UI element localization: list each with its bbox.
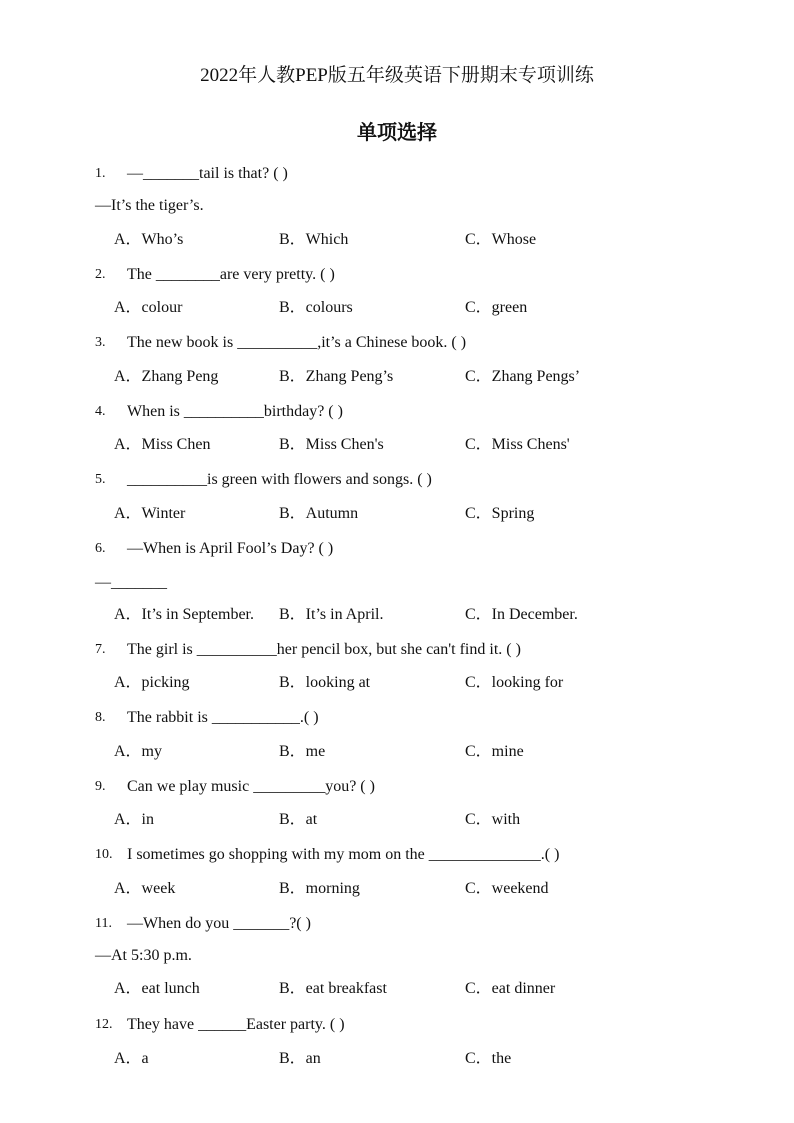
option-a: A．week [114,880,176,897]
option-b: B．colours [279,299,353,316]
question-number: 1. [95,166,106,181]
option-c: C．weekend [465,880,549,897]
option-c: C．green [465,299,528,316]
option-c: C．In December. [465,606,578,623]
option-c: C．Zhang Pengs’ [465,368,581,385]
option-a: A．It’s in September. [114,606,254,623]
option-a: A．picking [114,674,190,691]
document-title: 2022年人教PEP版五年级英语下册期末专项训练 [200,65,594,86]
question-reply: —_______ [95,574,167,591]
option-c: C．Miss Chens' [465,436,570,453]
section-title: 单项选择 [357,120,437,144]
question-number: 12. [95,1017,113,1032]
question-stem: __________is green with flowers and songs. ( ) [127,471,432,488]
option-b: B．Zhang Peng’s [279,368,394,385]
question-number: 3. [95,335,106,350]
question-stem: —When is April Fool’s Day? ( ) [127,540,334,557]
question-stem: Can we play music _________you? ( ) [127,778,375,795]
option-b: B．Which [279,231,349,248]
question-number: 7. [95,642,106,657]
option-a: A．a [114,1050,149,1067]
question-number: 9. [95,779,106,794]
option-a: A．eat lunch [114,980,200,997]
option-c: C．looking for [465,674,564,691]
question-stem: The ________are very pretty. ( ) [127,266,335,283]
question-stem: When is __________birthday? ( ) [127,403,343,420]
question-number: 5. [95,472,106,487]
option-b: B．Autumn [279,505,359,522]
option-a: A．colour [114,299,183,316]
option-b: B．an [279,1050,321,1067]
question-stem: They have ______Easter party. ( ) [127,1016,345,1033]
question-stem: The new book is __________,it’s a Chinese book. ( ) [127,334,467,351]
question-stem: I sometimes go shopping with my mom on the ______________.( ) [127,846,560,863]
question-stem: —_______tail is that? ( ) [127,165,288,182]
option-b: B．me [279,743,326,760]
option-a: A．Zhang Peng [114,368,219,385]
question-number: 8. [95,710,106,725]
option-b: B．at [279,811,318,828]
option-c: C．Spring [465,505,535,522]
question-stem: —When do you _______?( ) [127,915,311,932]
question-number: 2. [95,267,106,282]
question-reply: —At 5:30 p.m. [95,947,192,964]
option-a: A．Winter [114,505,186,522]
option-c: C．eat dinner [465,980,556,997]
question-number: 11. [95,916,112,931]
option-a: A．Miss Chen [114,436,211,453]
option-c: C．with [465,811,521,828]
question-reply: —It’s the tiger’s. [95,197,204,214]
option-b: B．morning [279,880,360,897]
option-a: A．in [114,811,155,828]
option-c: C．Whose [465,231,537,248]
option-c: C．the [465,1050,512,1067]
option-b: B．It’s in April. [279,606,384,623]
option-b: B．eat breakfast [279,980,387,997]
option-c: C．mine [465,743,524,760]
question-number: 4. [95,404,106,419]
question-number: 6. [95,541,106,556]
option-a: A．Who’s [114,231,184,248]
option-a: A．my [114,743,163,760]
question-number: 10. [95,847,113,862]
question-stem: The girl is __________her pencil box, but she can't find it. ( ) [127,641,521,658]
option-b: B．Miss Chen's [279,436,384,453]
option-b: B．looking at [279,674,371,691]
question-stem: The rabbit is ___________.( ) [127,709,319,726]
